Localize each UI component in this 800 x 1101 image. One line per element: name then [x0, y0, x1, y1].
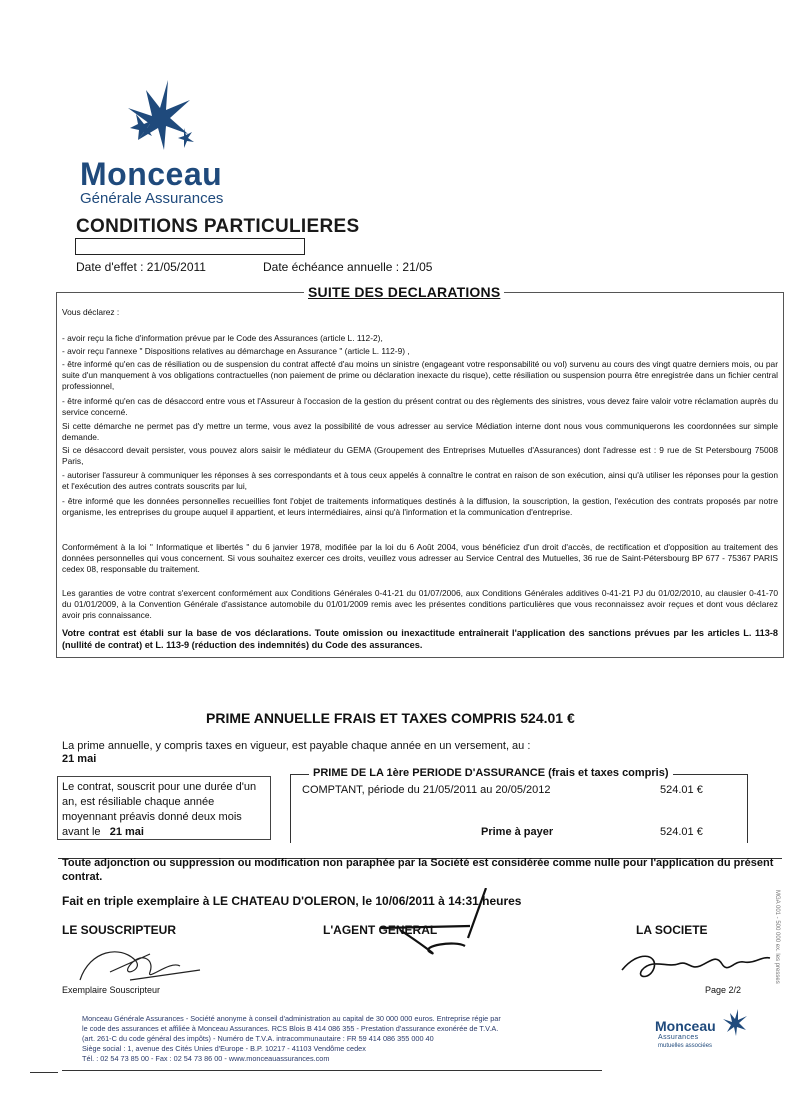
effect-date: Date d'effet : 21/05/2011	[76, 260, 206, 274]
warning-paragraph: Votre contrat est établi sur la base de vos déclarations. Toute omission ou inexactitude entraînerait l'application des sanctions prévues par les articles L. 113-8 (nullité de contrat) et L. 113-9 (réduction des indemnités) du Code des assurances.	[62, 628, 778, 650]
agent-title: L'AGENT GENERAL	[323, 923, 438, 937]
footer-logo-name: Monceau	[655, 1018, 716, 1034]
declaration-item: Si ce désaccord devait persister, vous pouvez alors saisir le médiateur du GEMA (Groupement des Entreprises Mutuelles d'Assurances) dont l'adresse est : 9 rue de St Petersbourg 75008 Paris,	[62, 445, 778, 466]
anniversary-date: Date échéance annuelle : 21/05	[263, 260, 433, 274]
contract-day: 21 mai	[109, 826, 144, 838]
declaration-item: - être informé que les données personnelles recueillies font l'objet de traitements informatiques destinés à la diffusion, la souscription, la gestion, l'exécution des contrats proposés par notre organisme, les entreprises du groupe auquel il appartient, et leurs intermédiaires, ainsi qu'à l'information et la communication d'entreprise.	[62, 496, 778, 517]
declaration-item: - être informé qu'en cas de résiliation ou de suspension du contrat affecté d'au moins un sinistre (engageant votre responsabilité ou vol) survenu au cours des vingt quatre derniers mois, ou par suite d'un manquement à vos obligations contractuelles (non paiement de prime ou déclaration inexacte du risque), cette résiliation ou suspension pourra être enregistrée dans un fichier central professionnel,	[62, 359, 778, 391]
document-title: CONDITIONS PARTICULIERES	[76, 216, 360, 237]
redacted-field	[75, 238, 305, 255]
guarantees-paragraph: Les garanties de votre contrat s'exercent conformément aux Conditions Générales 0-41-21 du 01/07/2006, aux Conditions Générales additives 0-41-21 PJ du 01/02/2010, au clausier 0-41-70 du 01/01/2009, à la Convention Générale d'assistance automobile du 01/01/2009 remis avec les présentes conditions particulières que vous reconnaissez avoir reçues et dont vous déclarez avoir pris connaissance.	[62, 588, 778, 620]
first-period-row: COMPTANT, période du 21/05/2011 au 20/05/2012	[302, 784, 551, 796]
annual-premium-text: La prime annuelle, y compris taxes en vigueur, est payable chaque année en un versement, au :	[62, 740, 531, 752]
contract-text	[62, 780, 266, 840]
company-title: LA SOCIETE	[636, 923, 708, 937]
footer-line: Siège social : 1, avenue des Cités Unies d'Europe - B.P. 10217 - 41103 Vendôme cedex	[82, 1044, 366, 1053]
pay-label: Prime à payer	[481, 826, 554, 838]
first-period-amount: 524.01 €	[660, 784, 703, 796]
subscriber-signature	[60, 940, 210, 990]
starfish-logo-icon	[108, 78, 208, 158]
footer-line: le code des assurances et affiliée à Monceau Assurances. RCS Blois B 414 086 355 - Prestation d'assurance exonérée de T.V.A.	[82, 1024, 499, 1033]
company-signature	[618, 940, 778, 990]
declarations-intro: Vous déclarez :	[62, 307, 120, 317]
contract-terms: Le contrat, souscrit pour une durée d'un an, est résiliable chaque année moyennant préavis donné deux mois avant le	[62, 781, 257, 838]
side-print-reference: MGA 001 - 500 000 ex. les presses	[774, 890, 780, 984]
modification-notice: Toute adjonction ou suppression ou modification non paraphée par la Société est considérée comme nulle pour l'application du présent contrat.	[62, 857, 774, 883]
annual-premium-title: PRIME ANNUELLE FRAIS ET TAXES COMPRIS 524.01 €	[206, 710, 575, 726]
annual-premium-day: 21 mai	[62, 753, 97, 765]
privacy-paragraph: Conformément à la loi " Informatique et libertés " du 6 janvier 1978, modifiée par la loi du 6 Août 2004, vous bénéficiez d'un droit d'accès, de rectification et d'opposition au traitement des données personnelles qui vous concernent. Si vous souhaitez exercer ces droits, veuillez vous adresser au Service Central des Mutuelles, 36 rue de Saint-Pétersbourg BP 677 - 75367 PARIS cedex 08, responsable du traitement.	[62, 542, 778, 574]
page-number: Page 2/2	[705, 985, 742, 995]
copy-label: Exemplaire Souscripteur	[62, 985, 161, 995]
footer-line: Tél. : 02 54 73 85 00 - Fax : 02 54 73 86 00 - www.monceauassurances.com	[82, 1054, 330, 1063]
footer-logo-subtitle: Assurances	[658, 1034, 699, 1041]
agent-signature	[360, 888, 490, 968]
footer-logo-tagline: mutuelles associées	[658, 1043, 713, 1049]
declaration-item: - autoriser l'assureur à communiquer les réponses à ses correspondants et à tous ceux appelés à connaître le contrat en raison de son exécution, ainsi qu'à utiliser les réponses pour la gestion et l'exécution des autres contrats souscrits par lui,	[62, 470, 778, 491]
first-period-heading: PRIME DE LA 1ère PERIODE D'ASSURANCE (frais et taxes compris)	[309, 767, 673, 779]
pay-amount: 524.01 €	[660, 826, 703, 838]
brand-name: Monceau	[80, 156, 223, 192]
declaration-item: Si cette démarche ne permet pas d'y mettre un terme, vous avez la possibilité de vous adresser au service Médiation interne dont nous vous communiquerons les coordonnées sur simple demande.	[62, 421, 778, 442]
footer-starfish-icon	[718, 1008, 752, 1038]
declaration-item: - être informé qu'en cas de désaccord entre vous et l'Assureur à l'occasion de la gestion du présent contrat ou des règlements des sinistres, vous devez faire valoir votre réclamation auprès du service concerné.	[62, 396, 778, 417]
declaration-item: - avoir reçu l'annexe " Dispositions relatives au démarchage en Assurance " (article L. 112-9) ,	[62, 346, 410, 356]
footer-line: (art. 261-C du code général des impôts) - Numéro de T.V.A. intracommunautaire : FR 59 414 086 355 000 40	[82, 1034, 434, 1043]
declarations-heading: SUITE DES DECLARATIONS	[304, 284, 504, 300]
footer-line: Monceau Générale Assurances - Société anonyme à conseil d'administration au capital de 30 000 000 euros. Entreprise régie par	[82, 1014, 501, 1023]
brand-subtitle: Générale Assurances	[80, 190, 224, 207]
subscriber-title: LE SOUSCRIPTEUR	[62, 923, 177, 937]
footer-rule-left	[30, 1072, 58, 1073]
footer-rule	[62, 1070, 602, 1071]
triplicate-line: Fait en triple exemplaire à LE CHATEAU D'OLERON, le 10/06/2011 à 14:31 heures	[62, 894, 522, 908]
declaration-item: - avoir reçu la fiche d'information prévue par le Code des Assurances (article L. 112-2),	[62, 333, 383, 343]
